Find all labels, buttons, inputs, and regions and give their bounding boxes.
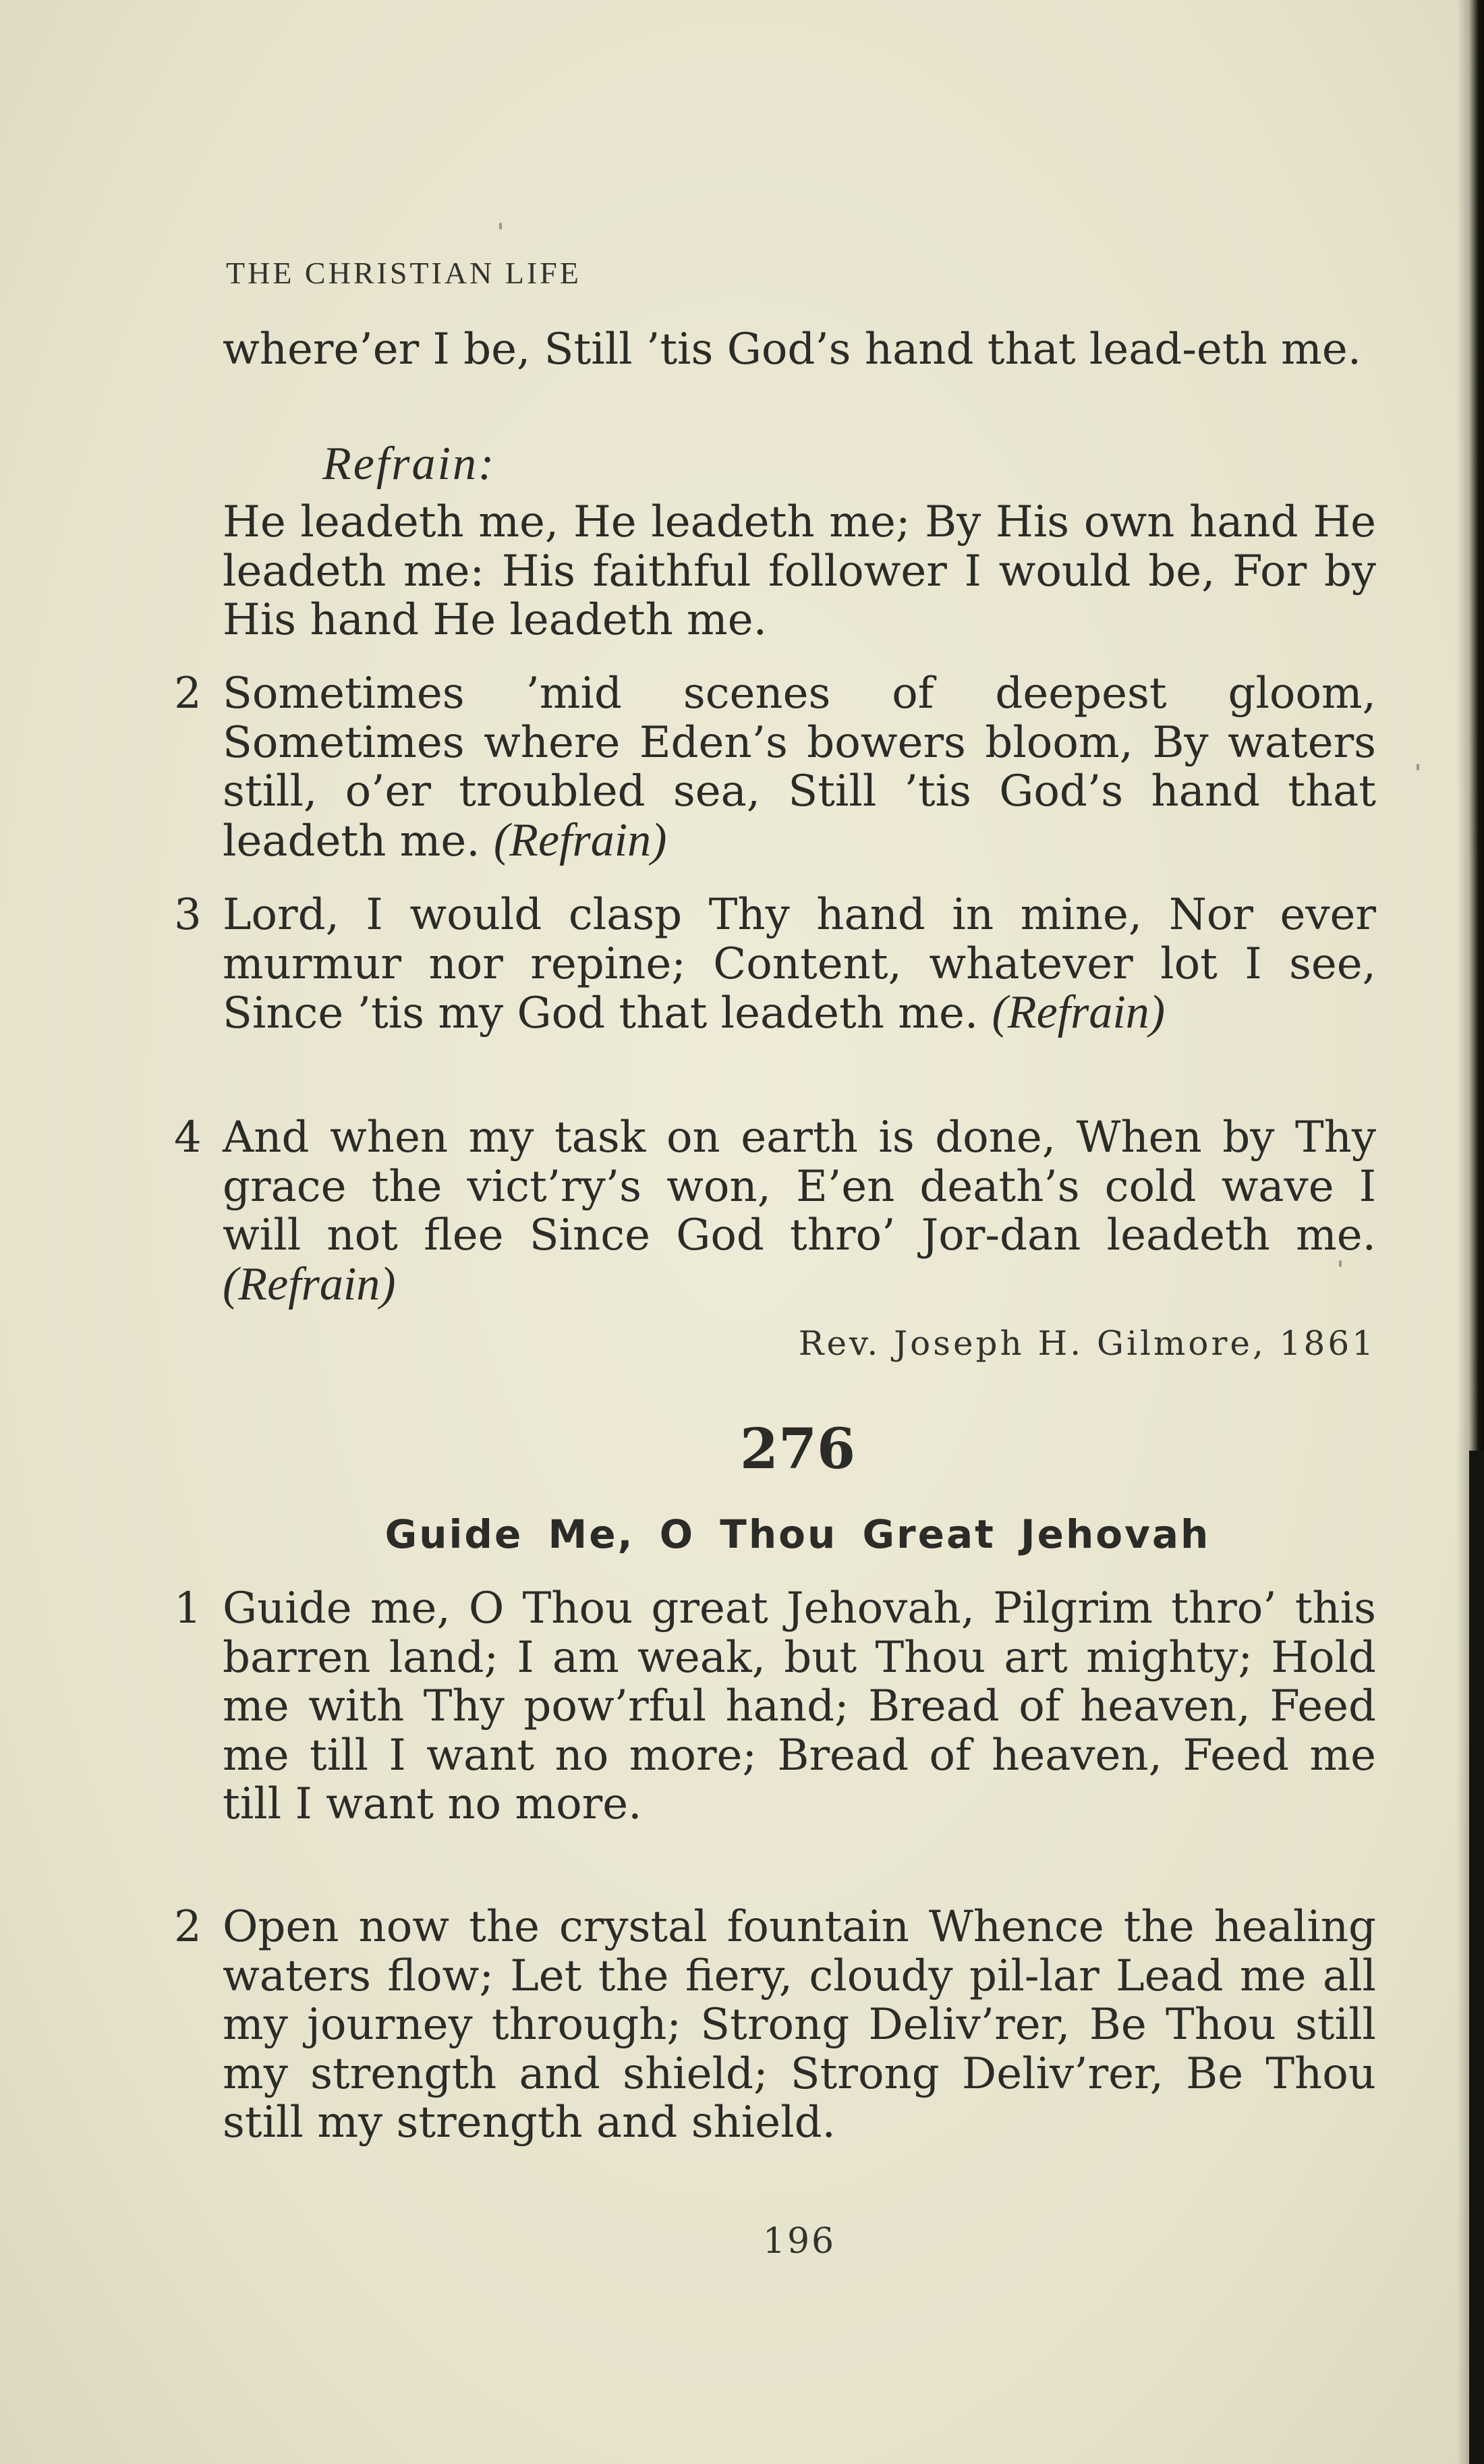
verse-text: Lord, I would clasp Thy hand in mine, Nor ever murmur nor repine; Content, whatever lot I see, Since ’tis my God that leadeth me. bbox=[223, 890, 1376, 1038]
hymn-275-verse-4 bbox=[174, 1113, 1376, 1310]
running-head: THE CHRISTIAN LIFE bbox=[226, 256, 581, 290]
hymn-275-verse-2 bbox=[174, 669, 1376, 866]
verse-number: 2 bbox=[174, 669, 202, 719]
paper-speck bbox=[499, 223, 502, 229]
refrain-reference: (Refrain) bbox=[493, 814, 667, 866]
paper-speck bbox=[1417, 764, 1419, 771]
verse-number: 3 bbox=[174, 890, 202, 940]
verse-text: Guide me, O Thou great Jehovah, Pilgrim thro’ this barren land; I am weak, but Thou art mighty; Hold me with Thy pow’rful hand; Bread of heaven, Feed me till I want no more; Bread of heaven, Feed me till I want no more. bbox=[223, 1584, 1376, 1829]
page-number: 196 bbox=[762, 2221, 836, 2262]
paper-speck bbox=[1339, 1260, 1342, 1267]
hymn-275-verse-3 bbox=[174, 890, 1376, 1038]
verse-number: 2 bbox=[174, 1902, 202, 1952]
hymn-276-verse-2 bbox=[174, 1902, 1376, 2148]
refrain-label: Refrain: bbox=[322, 438, 496, 490]
refrain-text: He leadeth me, He leadeth me; By His own hand He leadeth me: His faithful follower I would be, For by His hand He leadeth me. bbox=[223, 497, 1376, 645]
refrain-reference: (Refrain) bbox=[992, 986, 1166, 1038]
verse-text: Open now the crystal fountain Whence the healing waters flow; Let the fiery, cloudy pil-lar Lead me all my journey through; Strong Deliv’rer, Be Thou still my strength and shield; Strong Deliv’rer, Be Thou still my strength and shield. bbox=[223, 1902, 1376, 2148]
book-binding-edge bbox=[1469, 1451, 1484, 2464]
hymn-276-verse-1 bbox=[174, 1584, 1376, 1829]
verse-text: Sometimes ’mid scenes of deepest gloom, Sometimes where Eden’s bowers bloom, By waters still, o’er troubled sea, Still ’tis God’s hand that leadeth me. bbox=[223, 669, 1376, 866]
hymn-author: Rev. Joseph H. Gilmore, 1861 bbox=[798, 1324, 1376, 1363]
verse-number: 4 bbox=[174, 1113, 202, 1163]
verse-continuation: where’er I be, Still ’tis God’s hand that lead-eth me. bbox=[223, 325, 1362, 374]
hymn-number: 276 bbox=[739, 1417, 856, 1482]
hymn-title: Guide Me, O Thou Great Jehovah bbox=[384, 1511, 1211, 1557]
verse-text: And when my task on earth is done, When by Thy grace the vict’ry’s won, E’en death’s cold wave I will not flee Since God thro’ Jor-dan leadeth me. bbox=[223, 1113, 1376, 1260]
refrain-reference: (Refrain) bbox=[223, 1258, 396, 1310]
verse-number: 1 bbox=[174, 1584, 202, 1633]
